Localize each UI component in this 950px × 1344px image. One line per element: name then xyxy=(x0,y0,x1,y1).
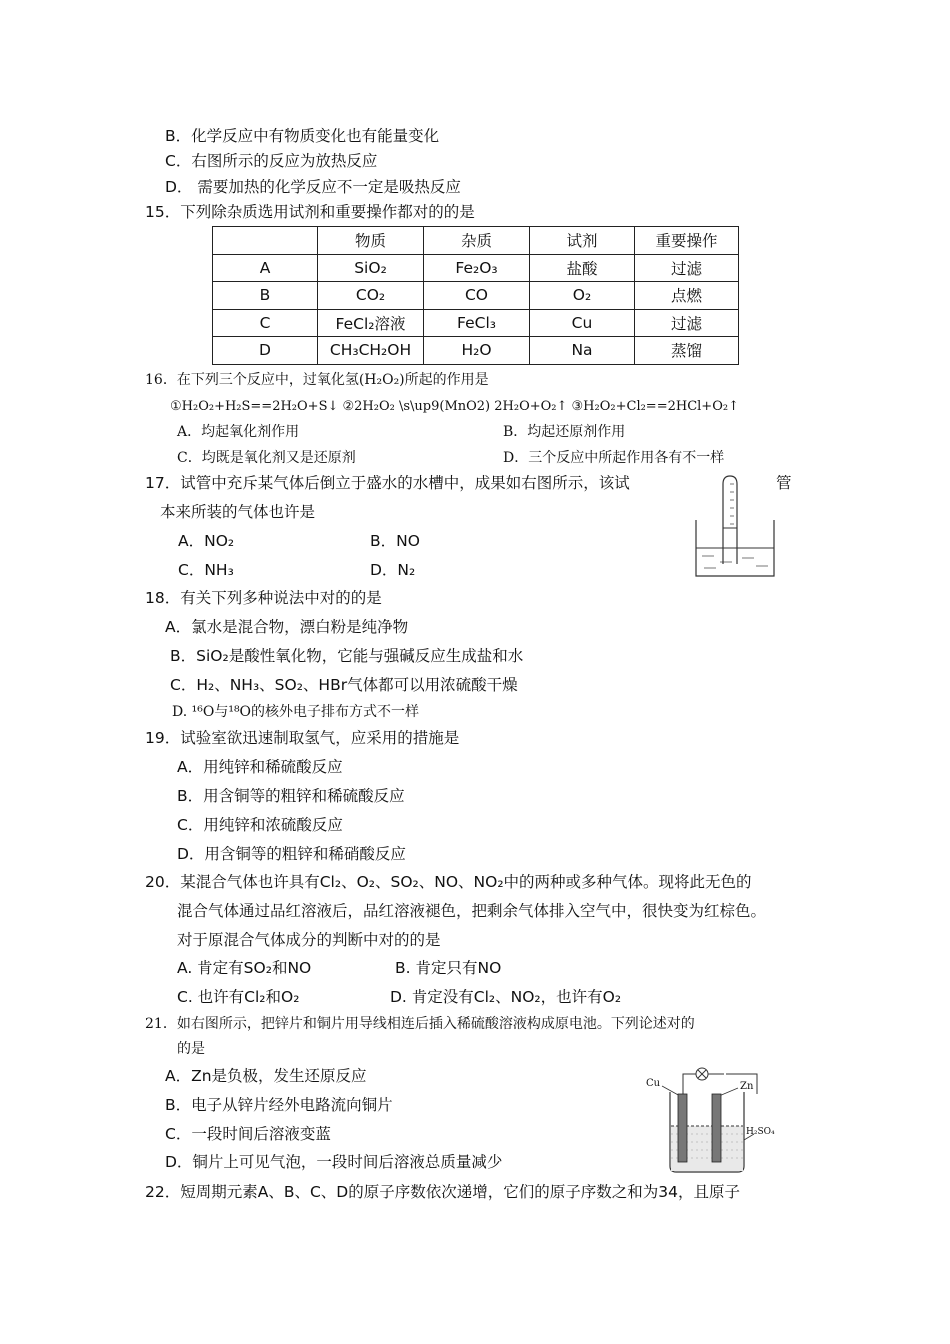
table-cell: Cu xyxy=(530,309,635,337)
table-row xyxy=(213,254,739,282)
q22-stem: 22．短周期元素A、B、C、D的原子序数依次递增，它们的原子序数之和为34，且原子 xyxy=(145,1183,740,1201)
table-cell: 过滤 xyxy=(635,254,739,282)
table-cell: Fe₂O₃ xyxy=(424,254,530,282)
q17-option-b: B．NO xyxy=(370,532,420,550)
table-cell: FeCl₂溶液 xyxy=(318,309,424,337)
q19-option-c: C．用纯锌和浓硫酸反应 xyxy=(177,816,343,834)
q20-stem-1: 20．某混合气体也许具有Cl₂、O₂、SO₂、NO、NO₂中的两种或多种气体。现将此无色的 xyxy=(145,873,752,891)
q21-option-b: B．电子从锌片经外电路流向铜片 xyxy=(165,1096,393,1114)
q21-stem-2: 的是 xyxy=(177,1041,205,1057)
q18-option-a: A．氯水是混合物，漂白粉是纯净物 xyxy=(165,618,409,636)
cu-label: Cu xyxy=(646,1078,661,1089)
q14-option-d: D． 需要加热的化学反应不一定是吸热反应 xyxy=(165,178,461,196)
galvanic-cell-drawing xyxy=(640,1062,790,1177)
table-cell: FeCl₃ xyxy=(424,309,530,337)
table-cell: A xyxy=(213,254,318,282)
q18-option-c: C．H₂、NH₃、SO₂、HBr气体都可以用浓硫酸干燥 xyxy=(170,676,518,694)
table-header-row xyxy=(213,227,739,255)
table-cell: SiO₂ xyxy=(318,254,424,282)
acid-label: H₂SO₄ xyxy=(746,1127,775,1137)
q21-option-a: A．Zn是负极，发生还原反应 xyxy=(165,1067,367,1085)
test-tube-figure xyxy=(690,470,780,582)
table-cell: CO₂ xyxy=(318,282,424,310)
q19-option-a: A．用纯锌和稀硫酸反应 xyxy=(177,758,343,776)
table-header-cell: 重要操作 xyxy=(635,227,739,255)
table-cell: Na xyxy=(530,337,635,365)
q19-stem: 19．试验室欲迅速制取氢气，应采用的措施是 xyxy=(145,729,460,747)
q20-option-c: C. 也许有Cl₂和O₂ xyxy=(177,988,300,1006)
q17-option-d: D．N₂ xyxy=(370,561,416,579)
q16-option-c: C．均既是氧化剂又是还原剂 xyxy=(177,450,356,466)
table-cell: 点燃 xyxy=(635,282,739,310)
q17-option-a: A．NO₂ xyxy=(178,532,235,550)
table-header-cell: 物质 xyxy=(318,227,424,255)
table-row xyxy=(213,309,739,337)
table-cell: CH₃CH₂OH xyxy=(318,337,424,365)
table-cell: B xyxy=(213,282,318,310)
table-cell: D xyxy=(213,337,318,365)
q20-option-b: B. 肯定只有NO xyxy=(395,959,502,977)
q18-stem: 18．有关下列多种说法中对的的是 xyxy=(145,589,382,607)
q16-equations: ①H₂O₂+H₂S==2H₂O+S↓ ②2H₂O₂ \s\up9(MnO2) 2H₂O+O₂↑ ③H₂O₂+Cl₂==2HCl+O₂↑ xyxy=(170,399,739,414)
table-row xyxy=(213,282,739,310)
table-header-cell: 杂质 xyxy=(424,227,530,255)
meter-symbol: ⊗ xyxy=(840,1071,841,1072)
table-cell: 过滤 xyxy=(635,309,739,337)
q17-stem-1: 17．试管中充斥某气体后倒立于盛水的水槽中，成果如右图所示，该试 xyxy=(145,474,630,492)
q15-stem: 15．下列除杂质选用试剂和重要操作都对的的是 xyxy=(145,203,475,221)
q16-option-d: D．三个反应中所起作用各有不一样 xyxy=(503,450,725,466)
galvanic-cell-figure xyxy=(640,1062,841,1177)
q14-option-c: C．右图所示的反应为放热反应 xyxy=(165,152,378,170)
q21-stem-1: 21．如右图所示，把锌片和铜片用导线相连后插入稀硫酸溶液构成原电池。下列论述对的 xyxy=(145,1016,695,1032)
table-header-cell: 试剂 xyxy=(530,227,635,255)
table-cell: H₂O xyxy=(424,337,530,365)
q20-option-a: A. 肯定有SO₂和NO xyxy=(177,959,312,977)
q18-option-d: D. ¹⁶O与¹⁸O的核外电子排布方式不一样 xyxy=(172,704,420,720)
q17-stem-2: 本来所装的气体也许是 xyxy=(160,503,316,521)
table-cell: CO xyxy=(424,282,530,310)
q20-stem-3: 对于原混合气体成分的判断中对的的是 xyxy=(177,931,441,949)
q18-option-b: B．SiO₂是酸性氧化物，它能与强碱反应生成盐和水 xyxy=(170,647,524,665)
q20-stem-2: 混合气体通过品红溶液后，品红溶液褪色，把剩余气体排入空气中，很快变为红棕色。 xyxy=(177,902,767,920)
q16-stem: 16．在下列三个反应中，过氧化氢(H₂O₂)所起的作用是 xyxy=(145,372,489,388)
table-row xyxy=(213,337,739,365)
q19-option-b: B．用含铜等的粗锌和稀硫酸反应 xyxy=(177,787,405,805)
q15-table xyxy=(212,226,739,365)
table-cell: 蒸馏 xyxy=(635,337,739,365)
table-cell: 盐酸 xyxy=(530,254,635,282)
q14-option-b: B．化学反应中有物质变化也有能量变化 xyxy=(165,127,440,145)
q16-option-b: B．均起还原剂作用 xyxy=(503,424,626,440)
q16-option-a: A．均起氧化剂作用 xyxy=(177,424,300,440)
q17-stem-tail: 管 xyxy=(776,474,792,492)
q20-option-d: D. 肯定没有Cl₂、NO₂，也许有O₂ xyxy=(390,988,622,1006)
q21-option-c: C．一段时间后溶液变蓝 xyxy=(165,1125,331,1143)
zn-label: Zn xyxy=(740,1081,754,1092)
table-header-cell xyxy=(213,227,318,255)
q17-option-c: C．NH₃ xyxy=(178,561,234,579)
q19-option-d: D．用含铜等的粗锌和稀硝酸反应 xyxy=(177,845,406,863)
q21-option-d: D．铜片上可见气泡，一段时间后溶液总质量减少 xyxy=(165,1153,503,1171)
table-cell: C xyxy=(213,309,318,337)
table-cell: O₂ xyxy=(530,282,635,310)
